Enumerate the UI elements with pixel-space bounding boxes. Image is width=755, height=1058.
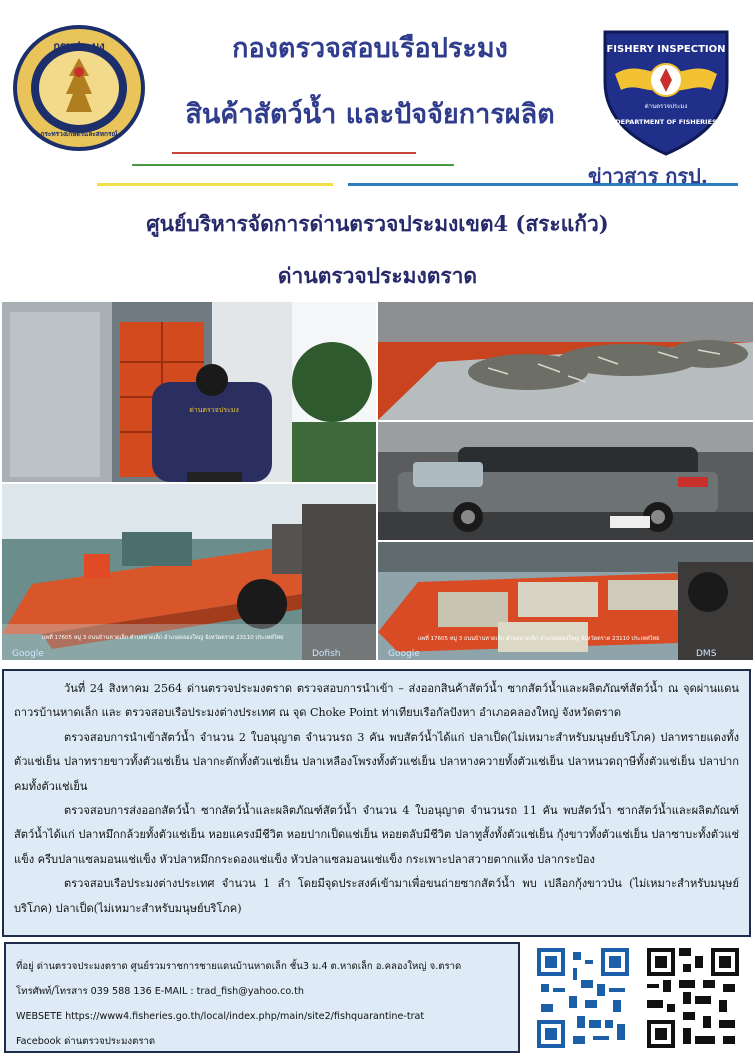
page-title-line-1: กองตรวจสอบเรือประมง (232, 33, 508, 64)
badge-text-top: FISHERY INSPECTION (606, 44, 726, 55)
seal-text-bottom: กระทรวงเกษตรและสหกรณ์ (40, 130, 118, 138)
decorative-line-red (172, 152, 416, 154)
department-of-fisheries-seal (12, 24, 146, 152)
news-label: ข่าวสาร กรป. (588, 164, 708, 188)
photo-fishing-boat (2, 484, 376, 660)
contact-website[interactable]: WEBSETE https://www4.fisheries.go.th/local/index.php/main/site2/fishquarantine-trat (16, 1011, 425, 1022)
news-content-box (2, 669, 751, 937)
qr-code-website-icon[interactable] (533, 944, 633, 1052)
photo-boat-fish-trays (378, 542, 753, 660)
content-paragraph-1: วันที่ 24 สิงหาคม 2564 ด่านตรวจประมงตราด ตรวจสอบการนำเข้า – ส่งออกสินค้าสัตว์น้ำ ซากสัตว์น้ำและผลิตภัณฑ์สัตว์น้ำ ณ จุดผ่านแดนถาวรบ้านหาดเล็ก และ ตรวจสอบเรือประมงต่างประเทศ ณ จุด Choke Point ท่าเทียบเรือกัลปังหา อำเภอคลองใหญ่ จังหวัดตราด (14, 682, 739, 720)
center-title-line-1: ศูนย์บริหารจัดการด่านตรวจประมงเขต4 (สระแก้ว) (146, 211, 609, 236)
photo-caption-2: แพที่ 17605 หมู่ 3 ถนนบ้านหาดเล็ก ตำบลหาดเล็ก อำเภอคลองใหญ่ จังหวัดตราด 23110 ประเทศไทย (418, 636, 660, 642)
content-paragraph-3: ตรวจสอบการส่งออกสัตว์น้ำ ซากสัตว์น้ำและผลิตภัณฑ์สัตว์น้ำ จำนวน 4 ใบอนุญาต จำนวนรถ 11 คัน พบสัตว์น้ำ ซากสัตว์น้ำและผลิตภัณฑ์สัตว์น้ำได้แก่ ปลาหมึกกล้วยทั้งตัวแช่เย็น หอยแครงมีชีวิต หอยปากเป็ดแช่เย็น หอยตลับมีชีวิต ปลาทูสั้งทั้งตัวแช่เย็น กุ้งขาวทั้งตัวแช่เย็น ปลาซาบะทั้งตัวแช่แข็ง ครีบปลาแซลมอนแช่แข็ง หัวปลาหมึกกระดองแช่แข็ง หัวปลาแซลมอนแช่แข็ง กระเพาะปลาสวายตากแห้ง ปลากระป๋อง (14, 804, 739, 866)
vest-text: ด่านตรวจประมง (189, 406, 239, 414)
qr-code-facebook-icon[interactable] (643, 944, 743, 1052)
contact-address: ที่อยู่ ด่านตรวจประมงตราด ศูนย์รวมราชการชายแดนบ้านหาดเล็ก ชั้น3 ม.4 ต.หาดเล็ก อ.คลองใหญ่ จ.ตราด (16, 961, 462, 972)
contact-phone-email: โทรศัพท์/โทรสาร 039 588 136 E-MAIL : trad_fish@yahoo.co.th (16, 986, 304, 997)
decorative-line-green (132, 164, 454, 166)
decorative-line-yellow (97, 183, 333, 186)
photo-truck-unloading (2, 302, 376, 482)
photo-caption-1: แพที่ 17605 หมู่ 3 ถนนบ้านหาดเล็ก ตำบลหาดเล็ก อำเภอคลองใหญ่ จังหวัดตราด 23110 ประเทศไทย (42, 635, 284, 641)
page-title-line-2: สินค้าสัตว์น้ำ และปัจจัยการผลิต (185, 99, 555, 130)
photo-watermark-4: DMS (696, 649, 717, 659)
seal-text-top: กรมประมง (53, 40, 105, 53)
content-paragraph-4: ตรวจสอบเรือประมงต่างประเทศ จำนวน 1 ลำ โดยมีจุดประสงค์เข้ามาเพื่อขนถ่ายซากสัตว์น้ำ พบ เปลือกกุ้งขาวป่น (ไม่เหมาะสำหรับมนุษย์บริโภค) ปลาเป็ด(ไม่เหมาะสำหรับมนุษย์บริโภค) (14, 877, 739, 915)
contact-info-box (4, 942, 520, 1053)
badge-text-bottom: DEPARTMENT OF FISHERIES (615, 118, 717, 126)
photo-watermark-1: Google (12, 649, 44, 659)
content-paragraph-2: ตรวจสอบการนำเข้าสัตว์น้ำ จำนวน 2 ใบอนุญาต จำนวนรถ 3 คัน พบสัตว์น้ำได้แก่ ปลาเป็ด(ไม่เหมาะสำหรับมนุษย์บริโภค) ปลาทรายแดงทั้งตัวแช่เย็น ปลาทรายขาวทั้งตัวแช่เย็น ปลากะตักทั้งตัวแช่เย็น ปลาเหลืองโพรงทั้งตัวแช่เย็น ปลาหางควายทั้งตัวแช่เย็น ปลาหนวดฤาษีทั้งตัวแช่เย็น ปลาปากคมทั้งตัวแช่เย็น (14, 730, 739, 793)
center-title-line-2: ด่านตรวจประมงตราด (277, 263, 478, 288)
badge-text-mid: ด่านตรวจประมง (644, 103, 688, 110)
photo-pickup-truck (378, 422, 753, 540)
photo-fish-pile (378, 302, 753, 420)
photo-watermark-3: Google (388, 649, 420, 659)
contact-facebook[interactable]: Facebook ด่านตรวจประมงตราด (16, 1036, 156, 1047)
photo-watermark-2: Dofish (312, 649, 341, 659)
fishery-inspection-badge (593, 24, 739, 158)
